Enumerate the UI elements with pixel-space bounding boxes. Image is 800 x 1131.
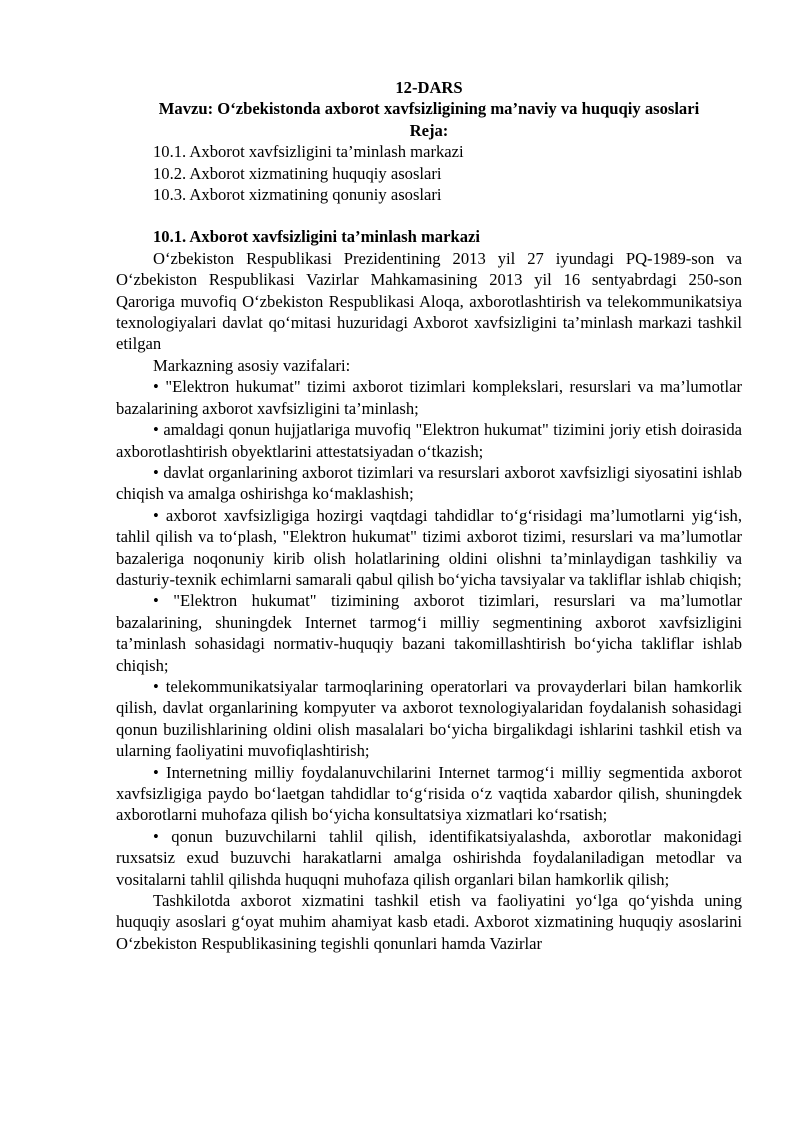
plan-list	[116, 141, 742, 205]
tasks-label: Markazning asosiy vazifalari:	[153, 355, 351, 375]
blank-line	[116, 205, 742, 226]
task-item: • telekommunikatsiyalar tarmoqlarining operatorlari va provayderlari bilan hamkorlik qilish, davlat organlarining kompyuter va axborot texnologiyalaridan foydalanish sohasidagi qonun buzilishlarining oldini olish masalalari bo‘yicha birgalikdagi ishlarini tashkil etish va ularning faoliyatini muvofiqlashtirish;	[116, 676, 742, 761]
lesson-number: 12-DARS	[395, 78, 463, 97]
task-item: • "Elektron hukumat" tizimining axborot tizimlari, resurslari va ma’lumotlar bazalarining, shuningdek Internet tarmog‘i milliy segmentining axborot xavfsizligini ta’minlash sohasidagi normativ-huquqiy bazani takomillashtirish bo‘yicha takliflar ishlab chiqish;	[116, 591, 742, 675]
closing-paragraph: Tashkilotda axborot xizmatini tashkil etish va faoliyatini yo‘lga qo‘yishda uning huquqiy asoslari g‘oyat muhim ahamiyat kasb etadi. Axborot xizmatining huquqiy asoslarini O‘zbekiston Respublikasining tegishli qonunlari hamda Vazirlar	[116, 891, 742, 953]
plan-item: 10.2. Axborot xizmatining huquqiy asoslari	[153, 163, 442, 183]
intro-paragraph: O‘zbekiston Respublikasi Prezidentining 2013 yil 27 iyundagi PQ-1989-son va O‘zbekiston Respublikasi Vazirlar Mahkamasining 2013 yil 16 sentyabrdagi 250-son Qaroriga muvofiq O‘zbekiston Respublikasi Aloqa, axborotlashtirish va telekommunikatsiya texnologiyalari davlat qo‘mitasi huzuridagi Axborot xavfsizligini ta’minlash markazi tashkil etilgan	[116, 248, 742, 354]
plan-label: Reja:	[409, 120, 449, 140]
plan-item: 10.3. Axborot xizmatining qonuniy asoslari	[153, 185, 442, 205]
task-item: • qonun buzuvchilarni tahlil qilish, identifikatsiyalashda, axborotlar makonidagi ruxsatsiz exud buzuvchi harakatlarni amalga oshirishda foydalaniladigan metodlar va vositalarni tahlil qilishda huquqni muhofaza qilish organlari bilan hamkorlik qilish;	[116, 826, 742, 889]
lesson-topic: Mavzu: O‘zbekistonda axborot xavfsizligining ma’naviy va huquqiy asoslari	[158, 99, 700, 119]
plan-item: 10.1. Axborot xavfsizligini ta’minlash markazi	[153, 142, 464, 162]
tasks-list	[116, 376, 742, 890]
task-item: • amaldagi qonun hujjatlariga muvofiq "Elektron hukumat" tizimini joriy etish doirasida axborotlashtirish obyektlarini attestatsiyadan o‘tkazish;	[116, 420, 742, 461]
task-item: • axborot xavfsizligiga hozirgi vaqtdagi tahdidlar to‘g‘risidagi ma’lumotlarni yig‘ish, tahlil qilish va to‘plash, "Elektron hukumat" tizimi axborot tizimi, resurslari va ma’lumotlar bazaleriga noqonuniy kirib olish holatlarining oldini olishni ta’minlaydigan tashkiliy va dasturiy-texnik echimlarni samarali qabul qilish bo‘yicha tavsiyalar va takliflar ishlab chiqish;	[116, 505, 742, 589]
task-item: • Internetning milliy foydalanuvchilarini Internet tarmog‘i milliy segmentida axborot xavfsizligiga paydo bo‘laetgan tahdidlar to‘g‘risida o‘z vaqtida xabardor qilish, shuningdek axborotlarni muhofaza qilish bo‘yicha konsultatsiya xizmatlari ko‘rsatish;	[116, 762, 742, 825]
document-page	[116, 77, 742, 954]
task-item: • davlat organlarining axborot tizimlari va resurslari axborot xavfsizligi siyosatini ishlab chiqish va amalga oshirishga ko‘maklashish;	[116, 462, 742, 504]
section-heading: 10.1. Axborot xavfsizligini ta’minlash markazi	[153, 227, 480, 247]
task-item: • "Elektron hukumat" tizimi axborot tizimlari komplekslari, resurslari va ma’lumotlar bazalarining axborot xavfsizligini ta’minlash;	[116, 377, 742, 418]
